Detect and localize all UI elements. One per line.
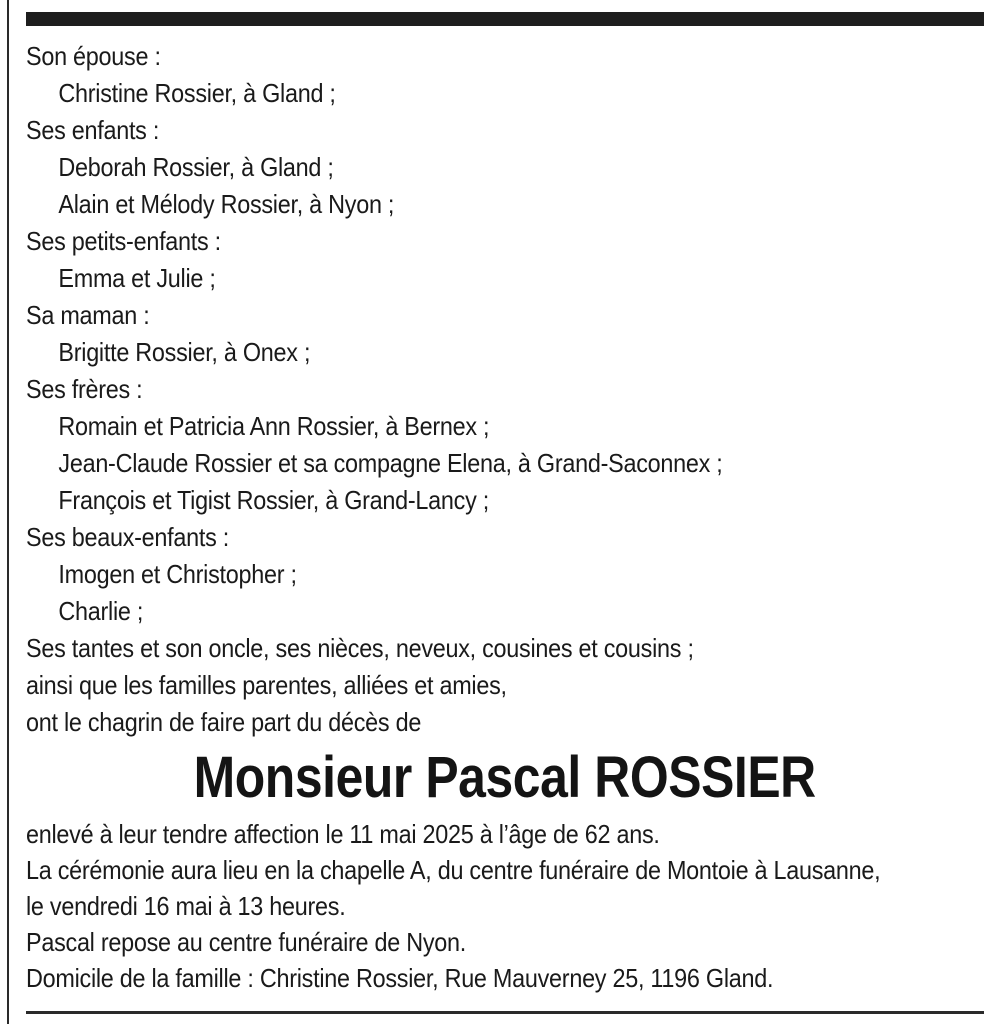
deceased-name: Monsieur Pascal ROSSIER [193, 745, 817, 810]
family-line-16: Charlie ; [58, 596, 144, 626]
details-line-4: Pascal repose au centre funéraire de Nyon. [26, 927, 467, 957]
family-line-19: ont le chagrin de faire part du décès de [26, 707, 422, 737]
family-list [26, 38, 984, 741]
top-black-bar [26, 12, 984, 26]
family-line-7: Emma et Julie ; [58, 263, 216, 293]
family-line-9: Brigitte Rossier, à Onex ; [58, 337, 311, 367]
family-line-2: Christine Rossier, à Gland ; [58, 78, 336, 108]
ceremony-details [26, 816, 984, 996]
family-line-18: ainsi que les familles parentes, alliées et amies, [26, 670, 507, 700]
family-line-10: Ses frères : [26, 374, 143, 404]
family-line-11: Romain et Patricia Ann Rossier, à Bernex ; [58, 411, 490, 441]
bottom-rule [26, 1011, 984, 1014]
family-line-1: Son épouse : [26, 41, 161, 71]
deceased-name-block [26, 742, 984, 814]
family-line-12: Jean-Claude Rossier et sa compagne Elena, à Grand-Saconnex ; [58, 448, 723, 478]
family-line-15: Imogen et Christopher ; [58, 559, 297, 589]
details-line-1: enlevé à leur tendre affection le 11 mai 2025 à l’âge de 62 ans. [26, 819, 660, 849]
family-line-3: Ses enfants : [26, 115, 160, 145]
family-line-4: Deborah Rossier, à Gland ; [58, 152, 334, 182]
family-line-6: Ses petits-enfants : [26, 226, 221, 256]
family-line-14: Ses beaux-enfants : [26, 522, 230, 552]
details-line-2: La cérémonie aura lieu en la chapelle A, du centre funéraire de Montoie à Lausanne, [26, 855, 881, 885]
family-line-17: Ses tantes et son oncle, ses nièces, neveux, cousines et cousins ; [26, 633, 694, 663]
family-line-8: Sa maman : [26, 300, 150, 330]
details-line-5: Domicile de la famille : Christine Rossier, Rue Mauverney 25, 1196 Gland. [26, 963, 774, 993]
left-border-rule [7, 0, 9, 1024]
family-line-13: François et Tigist Rossier, à Grand-Lancy ; [58, 485, 489, 515]
details-line-3: le vendredi 16 mai à 13 heures. [26, 891, 346, 921]
family-line-5: Alain et Mélody Rossier, à Nyon ; [58, 189, 395, 219]
